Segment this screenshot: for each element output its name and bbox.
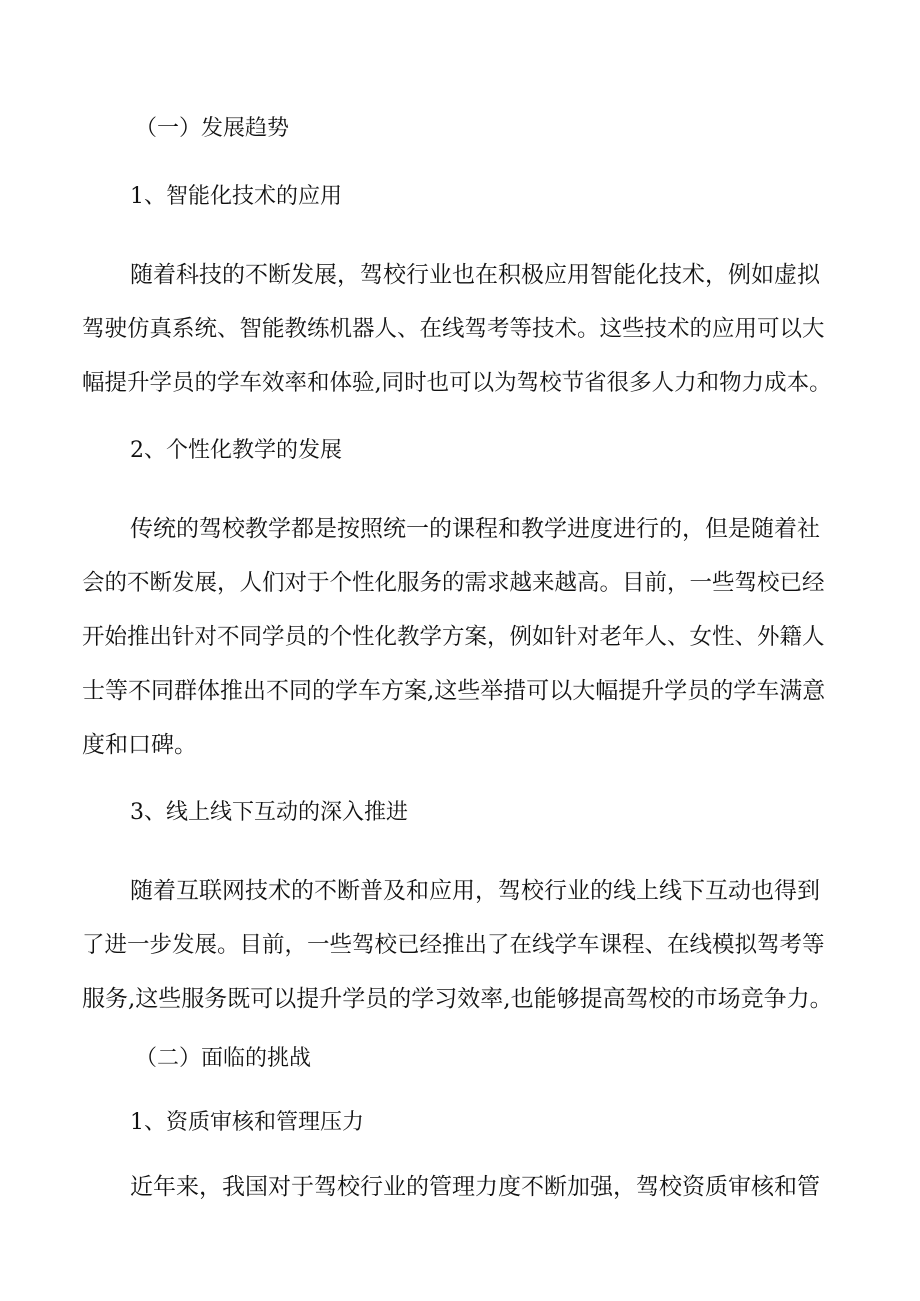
- item-heading-smart-tech: 1、智能化技术的应用: [130, 184, 342, 209]
- paragraph-line: 会的不断发展，人们对于个性化服务的需求越来越高。目前，一些驾校已经: [82, 570, 825, 596]
- paragraph-line: 了进一步发展。目前，一些驾校已经推出了在线学车课程、在线模拟驾考等: [82, 932, 825, 958]
- paragraph-line: 近年来，我国对于驾校行业的管理力度不断加强，驾校资质审核和管: [130, 1174, 820, 1200]
- paragraph-line: 士等不同群体推出不同的学车方案,这些举措可以大幅提升学员的学车满意: [82, 678, 826, 704]
- paragraph-line: 开始推出针对不同学员的个性化教学方案，例如针对老年人、女性、外籍人: [82, 624, 825, 650]
- section-heading-challenges: （二）面临的挑战: [135, 1046, 312, 1071]
- paragraph-line: 驾驶仿真系统、智能教练机器人、在线驾考等技术。这些技术的应用可以大: [82, 316, 825, 342]
- paragraph-line: 传统的驾校教学都是按照统一的课程和教学进度进行的，但是随着社: [130, 516, 820, 542]
- paragraph-line: 随着互联网技术的不断普及和应用，驾校行业的线上线下互动也得到: [130, 878, 820, 904]
- item-heading-personalized: 2、个性化教学的发展: [130, 438, 342, 463]
- paragraph-line: 幅提升学员的学车效率和体验,同时也可以为驾校节省很多人力和物力成本。: [82, 370, 832, 396]
- paragraph-line: 随着科技的不断发展，驾校行业也在积极应用智能化技术，例如虚拟: [130, 262, 820, 288]
- section-heading-trends: （一）发展趋势: [135, 116, 290, 141]
- item-heading-qualification: 1、资质审核和管理压力: [130, 1110, 364, 1135]
- paragraph-line: 服务,这些服务既可以提升学员的学习效率,也能够提高驾校的市场竞争力。: [82, 986, 833, 1012]
- item-heading-online-offline: 3、线上线下互动的深入推进: [130, 800, 408, 825]
- paragraph-line: 度和口碑。: [82, 732, 197, 758]
